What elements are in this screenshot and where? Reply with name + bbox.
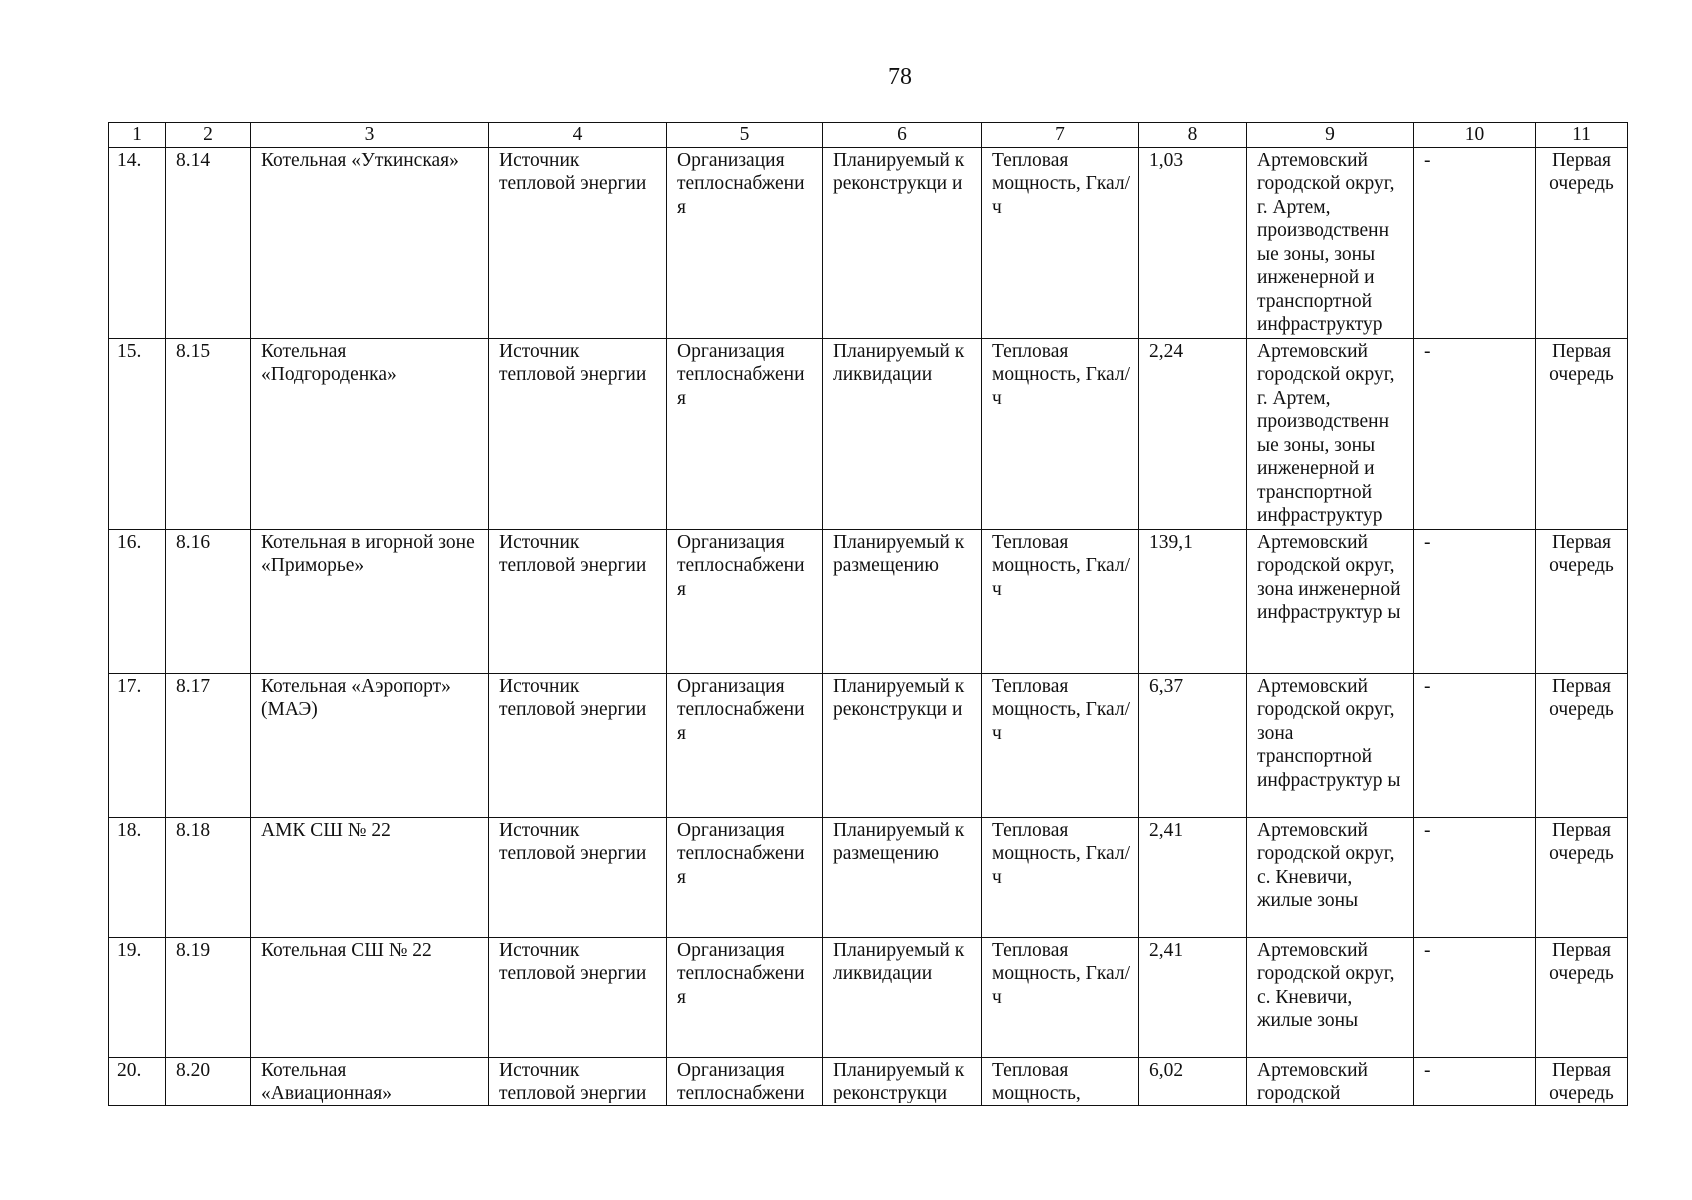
object-code-cell [166,1057,251,1105]
object-type-cell [489,1057,667,1105]
cell-text: Тепловая мощность, Гкал/ч [992,939,1131,1008]
object-status-cell [823,673,982,817]
cell-text: Артемовский городской округ, с. Кневичи, жилые зоны [1257,939,1395,1031]
characteristic-cell [982,1057,1139,1105]
table-row [109,338,1628,529]
cell-text: Организация теплоснабжени я [677,819,805,888]
object-purpose-cell [667,147,823,338]
object-name-cell [251,529,489,673]
cell-text: Планируемый к размещению [833,531,965,576]
object-code-cell [166,147,251,338]
cell-text: Артемовский городской округ, зона транспортной инфраструктур ы [1257,675,1401,791]
cell-text: Первая очередь [1549,939,1614,984]
cell-text: Организация теплоснабжени я [677,939,805,1008]
cell-text: Первая очередь [1549,531,1614,576]
column-header: 2 [166,123,251,148]
protection-zone-cell [1414,529,1536,673]
cell-text: Тепловая мощность, Гкал/ч [992,675,1131,744]
cell-text: Источник тепловой энергии [499,340,647,385]
object-name-cell [251,338,489,529]
characteristic-cell [982,937,1139,1057]
cell-text: 18. [117,819,142,841]
column-header: 6 [823,123,982,148]
cell-text: Котельная в игорной зоне «Приморье» [261,531,475,576]
cell-text: 20. [117,1059,142,1081]
cell-text: Планируемый к размещению [833,819,965,864]
object-type-cell [489,147,667,338]
column-header: 10 [1414,123,1536,148]
object-status-cell [823,937,982,1057]
row-number-cell [109,673,166,817]
cell-text: Организация теплоснабжени я [677,340,805,409]
cell-text: Планируемый к реконструкци и [833,149,965,194]
object-type-cell [489,817,667,937]
characteristic-cell [982,817,1139,937]
column-header: 4 [489,123,667,148]
characteristic-value-cell [1139,147,1247,338]
location-cell [1247,529,1414,673]
implementation-stage-cell [1536,937,1628,1057]
cell-text: АМК СШ № 22 [261,819,391,841]
location-cell [1247,1057,1414,1105]
object-purpose-cell [667,817,823,937]
cell-text: Первая очередь [1549,1059,1614,1103]
cell-text: - [1424,1059,1431,1081]
cell-text: Артемовский городской округ, г. Артем, производственн ые зоны, зоны инженерной и транспортной инфраструктур [1257,340,1395,526]
object-name-cell [251,937,489,1057]
object-status-cell [823,147,982,338]
location-cell [1247,147,1414,338]
cell-text: 8.18 [176,819,211,841]
cell-text: Котельная СШ № 22 [261,939,432,961]
cell-text: Источник тепловой энергии [499,149,647,194]
cell-text: - [1424,149,1431,171]
implementation-stage-cell [1536,147,1628,338]
implementation-stage-cell [1536,817,1628,937]
cell-text: Тепловая мощность, Гкал/ч [992,149,1131,218]
object-type-cell [489,673,667,817]
cell-text: Источник тепловой энергии [499,675,647,720]
cell-text: 8.20 [176,1059,211,1081]
implementation-stage-cell [1536,673,1628,817]
page-number: 78 [888,64,912,90]
cell-text: Организация теплоснабжени я [677,675,805,744]
protection-zone-cell [1414,1057,1536,1105]
table-row [109,673,1628,817]
cell-text: Планируемый к ликвидации [833,939,965,984]
object-code-cell [166,529,251,673]
column-header: 1 [109,123,166,148]
cell-text: 139,1 [1149,531,1193,553]
cell-text: Тепловая мощность, Гкал/ч [992,531,1131,600]
cell-text: 6,37 [1149,675,1184,697]
object-status-cell [823,1057,982,1105]
cell-text: Артемовский городской округ, зона инженерной инфраструктур ы [1257,531,1401,623]
protection-zone-cell [1414,147,1536,338]
characteristic-value-cell [1139,1057,1247,1105]
cell-text: Артемовский городской округ, г. Артем, производственн ые зоны, зоны инженерной и транспортной инфраструктур [1257,149,1395,335]
cell-text: Тепловая мощность, Гкал/ч [992,340,1131,409]
object-status-cell [823,817,982,937]
characteristic-cell [982,529,1139,673]
row-number-cell [109,529,166,673]
cell-text: 8.14 [176,149,211,171]
cell-text: Источник тепловой энергии [499,939,647,984]
object-purpose-cell [667,529,823,673]
table-row [109,1057,1628,1105]
location-cell [1247,937,1414,1057]
characteristic-value-cell [1139,338,1247,529]
characteristic-value-cell [1139,529,1247,673]
object-name-cell [251,1057,489,1105]
column-header: 3 [251,123,489,148]
characteristic-cell [982,147,1139,338]
cell-text: Артемовский городской [1257,1059,1368,1103]
cell-text: Первая очередь [1549,675,1614,720]
cell-text: 8.17 [176,675,211,697]
cell-text: Тепловая мощность, [992,1059,1081,1103]
cell-text: 19. [117,939,142,961]
table-row [109,147,1628,338]
column-header: 9 [1247,123,1414,148]
cell-text: 2,24 [1149,340,1184,362]
cell-text: Котельная «Уткинская» [261,149,459,171]
implementation-stage-cell [1536,529,1628,673]
row-number-cell [109,937,166,1057]
cell-text: 2,41 [1149,819,1184,841]
cell-text: 14. [117,149,142,171]
cell-text: Артемовский городской округ, с. Кневичи, жилые зоны [1257,819,1395,911]
cell-text: 15. [117,340,142,362]
protection-zone-cell [1414,937,1536,1057]
cell-text: 2,41 [1149,939,1184,961]
objects-table [108,122,1628,1106]
cell-text: - [1424,939,1431,961]
column-header: 8 [1139,123,1247,148]
column-header: 7 [982,123,1139,148]
protection-zone-cell [1414,673,1536,817]
object-status-cell [823,529,982,673]
column-header: 5 [667,123,823,148]
row-number-cell [109,817,166,937]
cell-text: Котельная «Подгороденка» [261,340,397,385]
characteristic-cell [982,338,1139,529]
cell-text: 8.15 [176,340,211,362]
object-type-cell [489,338,667,529]
location-cell [1247,673,1414,817]
object-purpose-cell [667,673,823,817]
object-code-cell [166,937,251,1057]
object-code-cell [166,817,251,937]
cell-text: 8.16 [176,531,211,553]
cell-text: 8.19 [176,939,211,961]
object-purpose-cell [667,338,823,529]
cell-text: Планируемый к реконструкци и [833,675,965,720]
cell-text: Первая очередь [1549,819,1614,864]
cell-text: Организация теплоснабжени я [677,149,805,218]
cell-text: Котельная «Авиационная» [261,1059,392,1103]
object-code-cell [166,673,251,817]
location-cell [1247,338,1414,529]
object-status-cell [823,338,982,529]
cell-text: Организация теплоснабжени [677,1059,805,1103]
location-cell [1247,817,1414,937]
object-type-cell [489,529,667,673]
cell-text: 16. [117,531,142,553]
characteristic-value-cell [1139,673,1247,817]
cell-text: - [1424,531,1431,553]
cell-text: - [1424,340,1431,362]
characteristic-cell [982,673,1139,817]
row-number-cell [109,1057,166,1105]
object-name-cell [251,147,489,338]
protection-zone-cell [1414,817,1536,937]
cell-text: 6,02 [1149,1059,1184,1081]
cell-text: Первая очередь [1549,340,1614,385]
row-number-cell [109,147,166,338]
characteristic-value-cell [1139,817,1247,937]
cell-text: Котельная «Аэропорт» (МАЭ) [261,675,451,720]
cell-text: - [1424,819,1431,841]
cell-text: Планируемый к ликвидации [833,340,965,385]
cell-text: 17. [117,675,142,697]
object-name-cell [251,673,489,817]
object-purpose-cell [667,937,823,1057]
row-number-cell [109,338,166,529]
table-row [109,529,1628,673]
cell-text: Источник тепловой энергии [499,1059,647,1103]
object-code-cell [166,338,251,529]
object-type-cell [489,937,667,1057]
column-number-row [109,123,1628,148]
cell-text: Источник тепловой энергии [499,531,647,576]
cell-text: Планируемый к реконструкци [833,1059,965,1103]
implementation-stage-cell [1536,338,1628,529]
object-purpose-cell [667,1057,823,1105]
cell-text: 1,03 [1149,149,1184,171]
cell-text: Первая очередь [1549,149,1614,194]
cell-text: - [1424,675,1431,697]
object-name-cell [251,817,489,937]
protection-zone-cell [1414,338,1536,529]
table-row [109,937,1628,1057]
cell-text: Тепловая мощность, Гкал/ч [992,819,1131,888]
implementation-stage-cell [1536,1057,1628,1105]
characteristic-value-cell [1139,937,1247,1057]
table-row [109,817,1628,937]
column-header: 11 [1536,123,1628,148]
cell-text: Источник тепловой энергии [499,819,647,864]
cell-text: Организация теплоснабжени я [677,531,805,600]
